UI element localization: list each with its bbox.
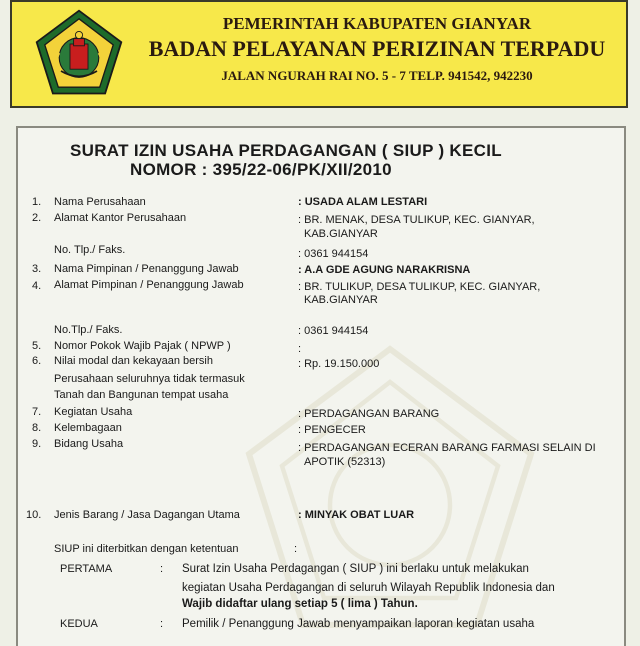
term-second-label: KEDUA (60, 618, 98, 630)
header-address: JALAN NGURAH RAI NO. 5 - 7 TELP. 941542, 942230 (221, 68, 533, 83)
field-number: 6. (32, 355, 42, 367)
field-number: 7. (32, 406, 42, 418)
field-label: No.Tlp./ Faks. (54, 324, 123, 336)
field-label: Nomor Pokok Wajib Pajak ( NPWP ) (54, 340, 231, 352)
field-value: : PENGECER (298, 424, 366, 436)
field-value: : BR. MENAK, DESA TULIKUP, KEC. GIANYAR, (298, 214, 535, 226)
field-value: : BR. TULIKUP, DESA TULIKUP, KEC. GIANYAR, (298, 281, 541, 293)
field-label: No. Tlp./ Faks. (54, 244, 126, 256)
field-label: Jenis Barang / Jasa Dagangan Utama (54, 509, 240, 521)
field-label-continued: Tanah dan Bangunan tempat usaha (54, 389, 229, 401)
term-first-text-bold: Wajib didaftar ulang setiap 5 ( lima ) Tahun. (182, 598, 418, 610)
field-label: Kelembagaan (54, 422, 122, 434)
field-label-continued: Perusahaan seluruhnya tidak termasuk (54, 373, 245, 385)
term-second-text: Pemilik / Penanggung Jawab menyampaikan laporan kegiatan usaha (182, 618, 535, 630)
field-value: : (298, 343, 302, 355)
field-value: : PERDAGANGAN BARANG (298, 408, 440, 420)
field-value: : Rp. 19.150.000 (298, 358, 380, 370)
term-first-colon: : (160, 563, 164, 575)
field-label: Nama Pimpinan / Penanggung Jawab (54, 263, 239, 275)
field-label: Alamat Kantor Perusahaan (54, 212, 187, 224)
field-number: 3. (32, 263, 42, 275)
gianyar-regency-emblem-icon (34, 8, 124, 98)
field-value: : 0361 944154 (298, 248, 369, 260)
field-value: : A.A GDE AGUNG NARAKRISNA (298, 264, 471, 276)
letterhead (10, 0, 628, 108)
document-number: NOMOR : 395/22-06/PK/XII/2010 (130, 160, 392, 179)
field-label: Kegiatan Usaha (54, 406, 133, 418)
term-first-label: PERTAMA (60, 563, 113, 575)
document-title: SURAT IZIN USAHA PERDAGANGAN ( SIUP ) KECIL (70, 141, 502, 160)
field-label: Nama Perusahaan (54, 196, 146, 208)
field-label: Bidang Usaha (54, 438, 124, 450)
field-value: : PERDAGANGAN ECERAN BARANG FARMASI SELAIN DI (298, 442, 596, 454)
field-number: 2. (32, 212, 42, 224)
field-number: 1. (32, 196, 42, 208)
term-first-text: kegiatan Usaha Perdagangan di seluruh Wilayah Republik Indonesia dan (182, 582, 555, 594)
terms-intro: SIUP ini diterbitkan dengan ketentuan (54, 543, 239, 555)
field-number: 4. (32, 280, 42, 292)
term-first-text: Surat Izin Usaha Perdagangan ( SIUP ) ini berlaku untuk melakukan (182, 563, 529, 575)
header-agency-name: BADAN PELAYANAN PERIZINAN TERPADU (148, 36, 606, 61)
field-number: 10. (26, 509, 42, 521)
field-number: 5. (32, 340, 42, 352)
field-value-continued: APOTIK (52313) (304, 456, 386, 468)
field-value: : 0361 944154 (298, 325, 369, 337)
field-label: Nilai modal dan kekayaan bersih (54, 355, 213, 367)
watermark-emblem-icon (200, 340, 580, 640)
term-second-colon: : (160, 618, 164, 630)
field-value: : USADA ALAM LESTARI (298, 196, 428, 208)
field-number: 9. (32, 438, 42, 450)
field-number: 8. (32, 422, 42, 434)
header-government-name: PEMERINTAH KABUPATEN GIANYAR (222, 14, 532, 33)
field-value-continued: KAB.GIANYAR (304, 294, 378, 306)
field-label: Alamat Pimpinan / Penanggung Jawab (54, 279, 244, 291)
field-value-continued: KAB.GIANYAR (304, 228, 378, 240)
terms-intro-colon: : (294, 543, 298, 555)
field-value: : MINYAK OBAT LUAR (298, 509, 415, 521)
